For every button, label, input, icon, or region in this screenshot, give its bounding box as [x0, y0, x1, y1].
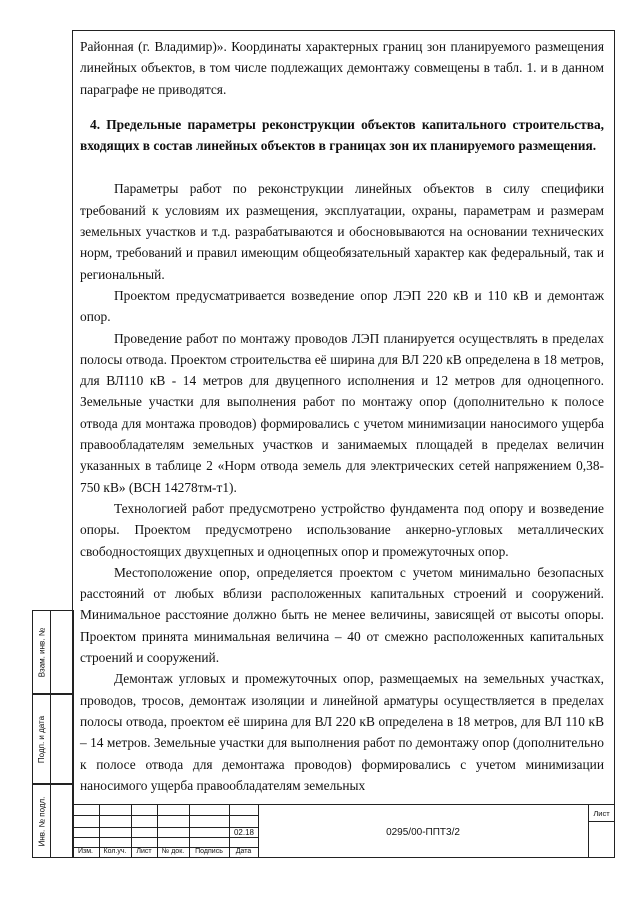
paragraph-intro: Районная (г. Владимир)». Координаты характерных границ зон планируемого размещения линейных объектов, в том числе подлежащих демонтажу совмещены в табл. 1. и в данном параграфе не приводятся.: [80, 39, 604, 97]
side-box-inv: [32, 784, 74, 858]
col-data: Дата: [235, 848, 252, 855]
side-label-podp: Подп. и дата: [37, 715, 47, 763]
paragraph-1: Параметры работ по реконструкции линейных объектов в силу специфики требований к условиям их размещения, эксплуатации, охраны, параметрам и размерам земельных участков и т.д. разрабатываются и обосновываются на основании технических норм, требований и правил имеющим общеобязательный характер как федеральный, так и региональный.: [80, 181, 604, 282]
title-block: [72, 804, 615, 858]
document-code: 0295/00-ППТ3/2: [386, 826, 460, 838]
col-list: Лист: [136, 848, 152, 855]
paragraph-3: Проведение работ по монтажу проводов ЛЭП планируется осуществлять в пределах полосы отвода. Проектом строительства её ширина для ВЛ 220 кВ определена в 18 метров, для ВЛ110 кВ - 14 метров для двуцепного исполнения и 12 метров для одноцепного. Земельные участки для выполнения работ по монтажу опор (дополнительно к полосе отвода для монтажа проводов) формировались с учетом минимизации наносимого ущерба правообладателям земельных участков и занимаемых площадей в пределах величин указанных в таблице 2 «Норм отвода земель для электрических сетей напряжением 0,38-750 кВ» (ВСН 14278тм-т1).: [80, 330, 604, 495]
document-body: [80, 36, 604, 796]
paragraph-6: Демонтаж угловых и промежуточных опор, размещаемых на земельных участках, проводов, тросов, демонтаж изоляции и линейной арматуры осуществляется в пределах полосы отвода, проектом её ширина для ВЛ 220 кВ определена в 18 метров, для ВЛ 110 кВ – 14 метров. Земельные участки для выполнения работ по демонтажу опор (дополнительно к полосе отвода для демонтажа проводов) формировались с учетом минимизации наносимого ущерба правообладателям земельных: [80, 671, 604, 793]
side-box-podp: [32, 694, 74, 784]
date-value: 02.18: [233, 828, 255, 837]
side-label-vzam: Взам. инв. №: [37, 627, 47, 677]
col-podpis: Подпись: [195, 848, 223, 855]
section-heading: 4. Предельные параметры реконструкции объектов капитального строительства, входящих в состав линейных объектов в границах зон их планируемого размещения.: [80, 116, 604, 154]
sheet-label: Лист: [593, 809, 610, 818]
col-ndok: № док.: [161, 848, 185, 855]
col-izm: Изм.: [78, 848, 93, 855]
paragraph-5: Местоположение опор, определяется проектом с учетом минимально безопасных расстояний от любых вблизи расположенных капитальных строений и сооружений. Минимальное расстояние должно быть не менее величины, зависящей от высоты опоры. Проектом принята минимальная величина – 40 от смежно расположенных капитальных строений и сооружений.: [80, 564, 604, 666]
side-box-vzam: [32, 610, 74, 694]
col-koluch: Кол.уч.: [103, 848, 127, 855]
paragraph-4: Технологией работ предусмотрено устройство фундамента под опору и возведение опоры. Проектом предусмотрено использование анкерно-угловых металлических свободностоящих двухцепных и одноцепных опор и промежуточных опор.: [80, 500, 604, 559]
side-label-inv: Инв. № подл.: [37, 796, 47, 846]
paragraph-2: Проектом предусматривается возведение опор ЛЭП 220 кВ и 110 кВ и демонтаж опор.: [80, 287, 604, 325]
